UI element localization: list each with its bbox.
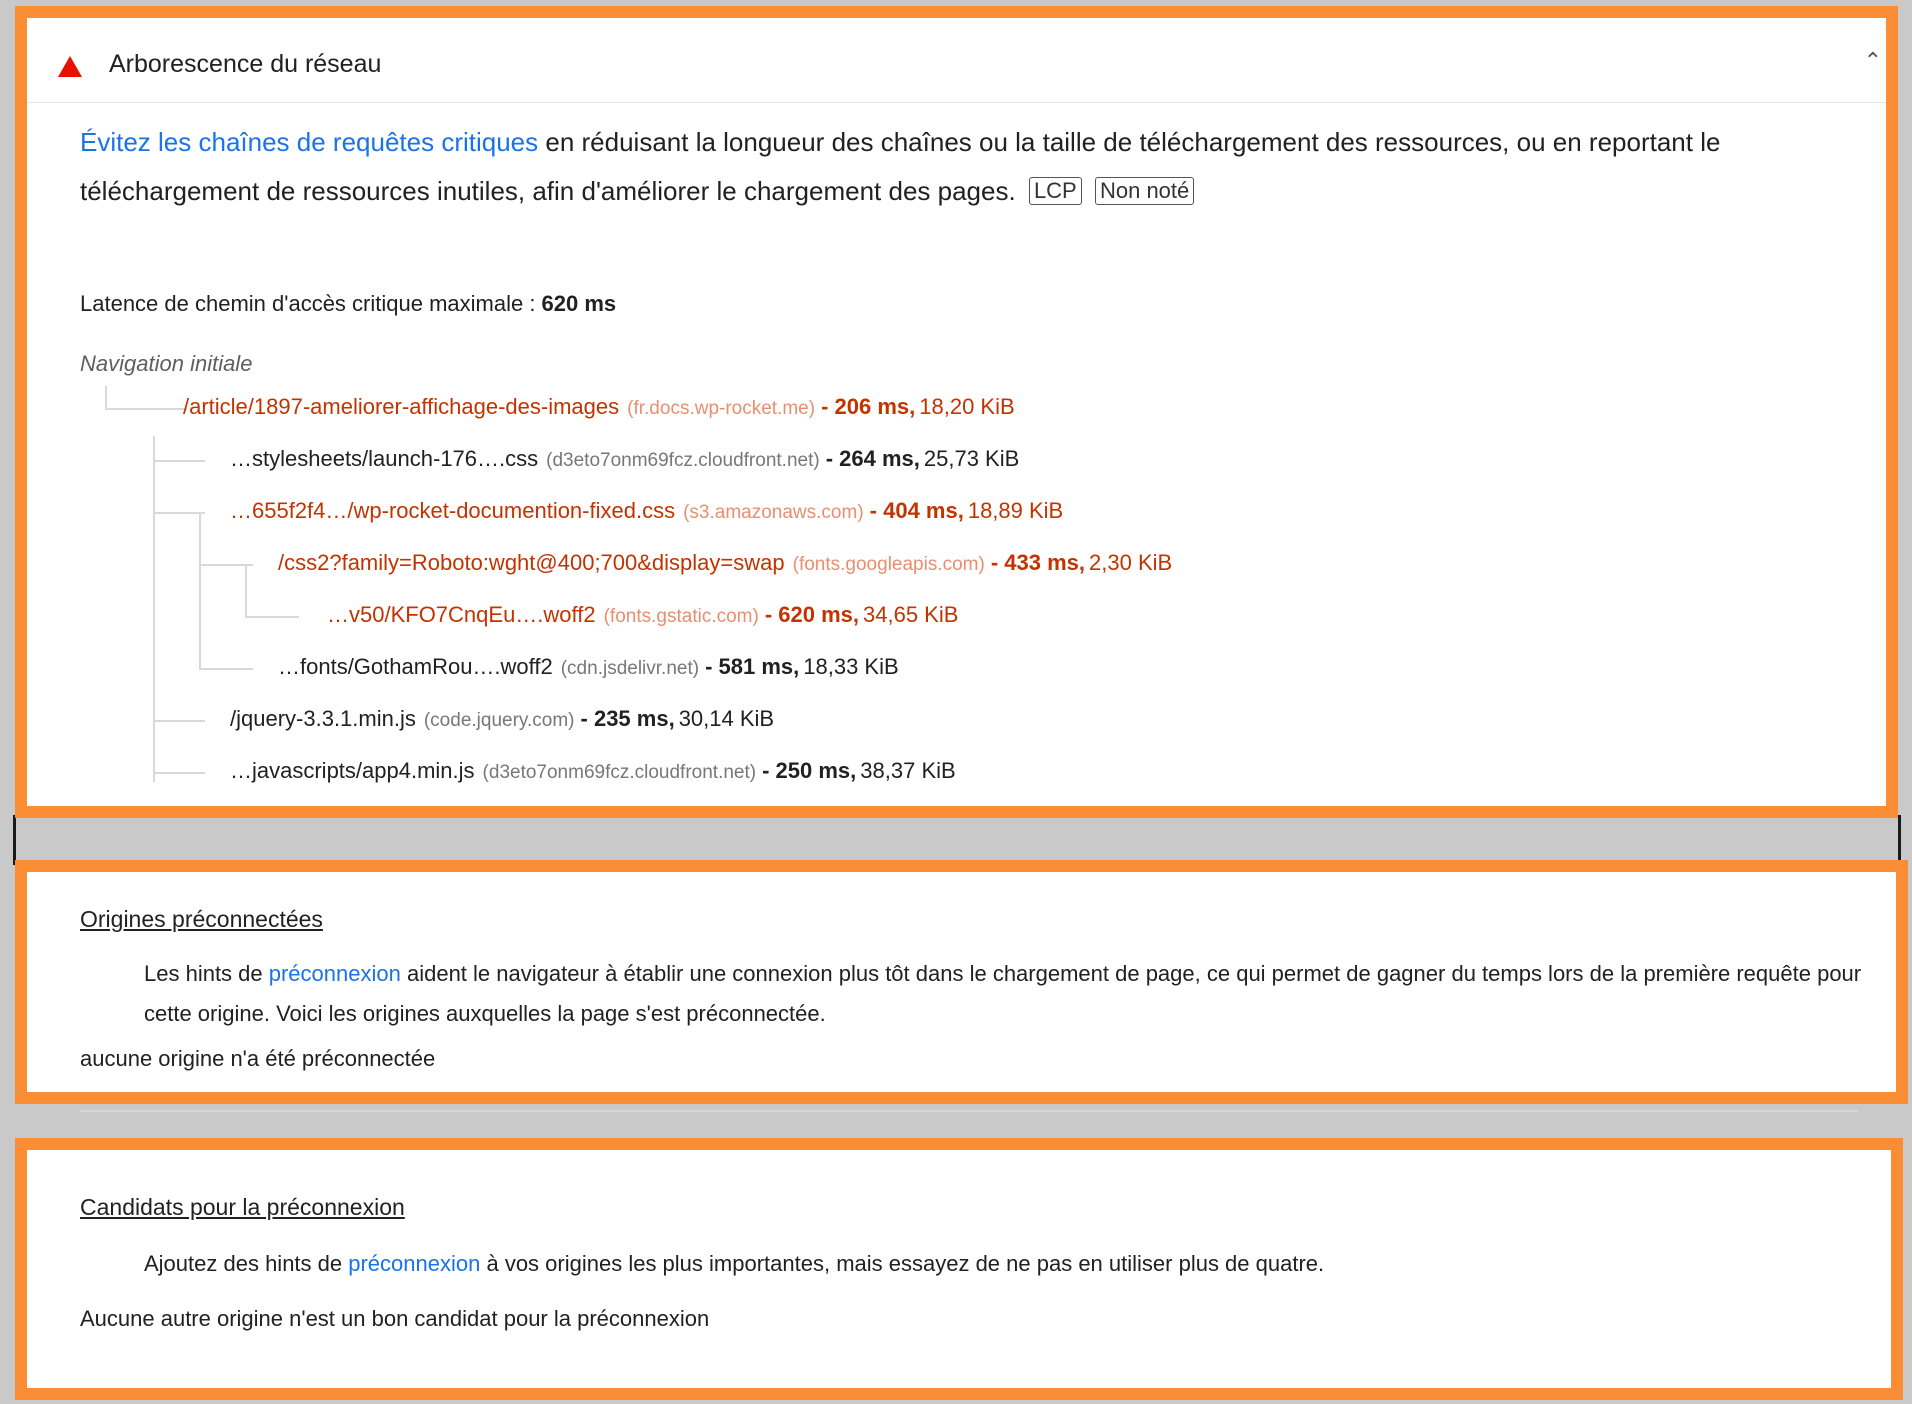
critical-chains-link[interactable]: Évitez les chaînes de requêtes critiques	[80, 127, 539, 157]
audit-header[interactable]	[27, 18, 1886, 103]
audit-description-text: en réduisant la longueur des chaînes ou la taille de téléchargement des ressources, ou en reportant le téléchargement de ressources inutiles, afin d'améliorer le chargement des pages.	[80, 127, 1721, 206]
candidates-note: Aucune autre origine n'est un bon candidat pour la préconnexion	[80, 1306, 710, 1331]
initial-navigation-label: Navigation initiale	[80, 351, 253, 376]
node-path: …javascripts/app4.min.js	[230, 758, 475, 783]
node-size: 18,89 KiB	[967, 498, 1064, 523]
max-latency-value: 620 ms	[541, 291, 617, 316]
preconnect-candidates-panel	[15, 1138, 1903, 1400]
candidates-title: Candidats pour la préconnexion	[80, 1194, 405, 1220]
divider	[80, 1110, 1858, 1112]
preconnected-desc-after: aident le navigateur à établir une connexion plus tôt dans le chargement de page, ce qui permet de gagner du temps lors de la première requête pour cette origine. Voici les origines auxquelles la page s'est préconnectée.	[144, 961, 1862, 1026]
tree-node-4	[278, 550, 1172, 576]
node-size: 34,65 KiB	[863, 602, 959, 627]
node-path: …655f2f4…/wp-rocket-documention-fixed.css	[230, 498, 676, 523]
node-size: 38,37 KiB	[860, 758, 956, 783]
node-path: …stylesheets/launch-176….css	[230, 446, 539, 471]
candidates-description	[144, 1244, 1884, 1284]
candidates-desc-after: à vos origines les plus importantes, mais essayez de ne pas en utiliser plus de quatre.	[480, 1251, 1325, 1276]
node-size: 2,30 KiB	[1089, 550, 1173, 575]
node-size: 18,33 KiB	[803, 654, 899, 679]
preconnected-origins-panel	[15, 860, 1908, 1104]
node-host: (fr.docs.wp-rocket.me)	[627, 398, 816, 419]
candidates-desc-before: Ajoutez des hints de	[144, 1251, 349, 1276]
audit-description	[80, 118, 1890, 216]
tree-node-5	[327, 602, 958, 628]
tree-node-3	[230, 498, 1063, 524]
node-ms: - 581 ms,	[705, 654, 800, 679]
node-size: 30,14 KiB	[678, 706, 775, 731]
node-host: (d3eto7onm69fcz.cloudfront.net)	[546, 450, 820, 471]
tree-node-1	[183, 394, 1015, 420]
warning-triangle-icon	[58, 56, 82, 77]
tree-node-2	[230, 446, 1019, 472]
node-host: (s3.amazonaws.com)	[683, 502, 864, 523]
tree-node-8	[230, 758, 956, 784]
tree-node-6	[278, 654, 899, 680]
not-scored-badge: Non noté	[1095, 177, 1194, 205]
node-ms: - 264 ms,	[825, 446, 920, 471]
audit-title: Arborescence du réseau	[109, 50, 382, 78]
frame-right-edge	[1898, 815, 1901, 865]
preconnected-description	[144, 954, 1884, 1034]
node-ms: - 620 ms,	[764, 602, 859, 627]
network-tree-panel	[15, 6, 1898, 818]
lcp-badge: LCP	[1029, 177, 1082, 205]
preconnected-note: aucune origine n'a été préconnectée	[80, 1046, 436, 1071]
node-path: /article/1897-ameliorer-affichage-des-images	[183, 394, 620, 419]
node-host: (d3eto7onm69fcz.cloudfront.net)	[482, 762, 757, 783]
max-latency-label: Latence de chemin d'accès critique maximale :	[80, 291, 542, 316]
node-ms: - 433 ms,	[990, 550, 1086, 575]
node-ms: - 235 ms,	[580, 706, 675, 731]
node-path: /jquery-3.3.1.min.js	[230, 706, 416, 731]
node-path: …v50/KFO7CnqEu….woff2	[327, 602, 596, 627]
node-path: …fonts/GothamRou….woff2	[278, 654, 553, 679]
node-ms: - 404 ms,	[869, 498, 964, 523]
node-host: (cdn.jsdelivr.net)	[560, 658, 700, 679]
frame-left-edge	[13, 815, 16, 865]
preconnect-link[interactable]: préconnexion	[268, 961, 401, 986]
node-ms: - 206 ms,	[821, 394, 916, 419]
node-host: (code.jquery.com)	[423, 710, 575, 731]
node-ms: - 250 ms,	[762, 758, 857, 783]
preconnected-desc-before: Les hints de	[144, 961, 269, 986]
node-path: /css2?family=Roboto:wght@400;700&display=swap	[278, 550, 785, 575]
node-host: (fonts.googleapis.com)	[792, 554, 985, 575]
tree-node-7	[230, 706, 774, 732]
chevron-up-icon[interactable]: ⌃	[1863, 48, 1882, 73]
node-host: (fonts.gstatic.com)	[603, 606, 759, 627]
preconnected-title: Origines préconnectées	[80, 906, 323, 932]
node-size: 18,20 KiB	[919, 394, 1015, 419]
max-latency	[80, 291, 616, 317]
node-size: 25,73 KiB	[923, 446, 1020, 471]
preconnect-link[interactable]: préconnexion	[348, 1251, 481, 1276]
